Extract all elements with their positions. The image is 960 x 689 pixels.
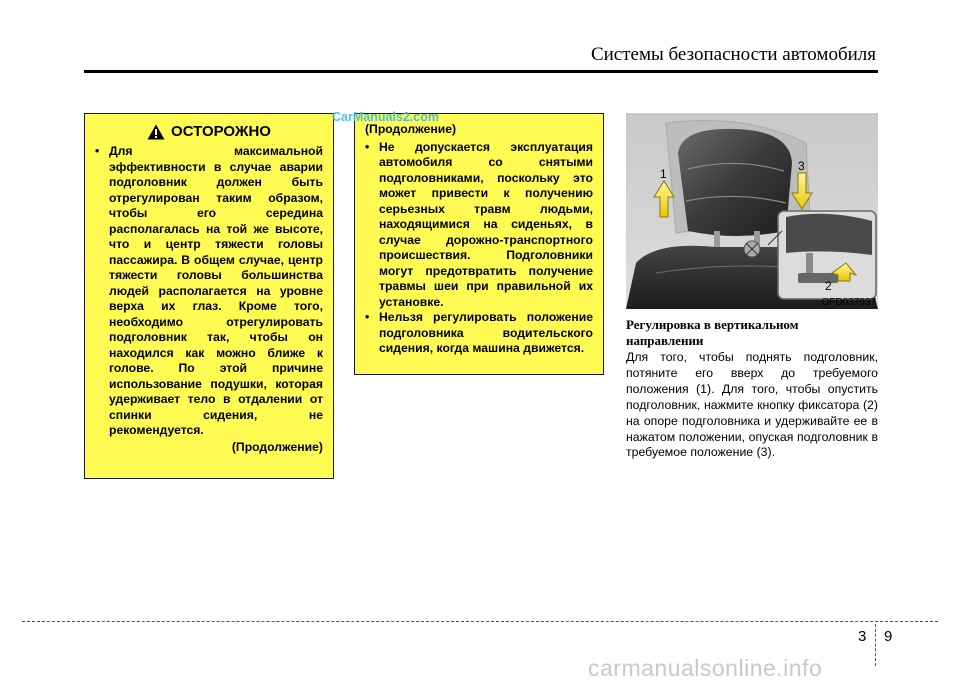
bullet-dot: • xyxy=(365,139,370,154)
callout-1: 1 xyxy=(660,167,667,181)
section-number: 3 xyxy=(858,628,867,645)
continued-bullet-text: Не допускается эксплуатация автомобиля со снятыми подголовниками, поскольку это может привести к получению серьезных травм людьми, находящимися на сиденьях, в случае дорожно-транспортного происшествия. Подголовники могут предотвратить получение травмы шеи при правильной их установке. xyxy=(379,139,593,309)
continued-bullet-2 xyxy=(365,310,593,357)
site-watermark: carmanualsonline.info xyxy=(588,655,823,681)
continued-bullet-1 xyxy=(365,140,593,311)
continued-box xyxy=(354,113,604,375)
warning-box xyxy=(84,113,334,479)
bullet-dot: • xyxy=(95,144,100,158)
figure-caption: Регулировка в вертикальном направлении xyxy=(626,317,799,348)
page-header-title: Системы безопасности автомобиля xyxy=(590,44,876,65)
page-number: 9 xyxy=(884,628,893,645)
figure-code: OFD037037 xyxy=(821,297,876,308)
warning-bullet xyxy=(95,144,323,439)
footer-divider xyxy=(22,621,938,622)
headrest-illustration xyxy=(626,113,878,309)
body-paragraph: Для того, чтобы поднять подголовник, потяните его вверх до требуемого положения (1). Для того, чтобы опустить подголовник, нажмите кнопку фиксатора (2) на опоре подголовника и удерживайте ее в нажатом положении, опуская подголовник в требуемое положение (3). xyxy=(626,350,878,460)
warning-title: ОСТОРОЖНО xyxy=(171,123,271,141)
warning-bullet-text: Для максимальной эффективности в случае аварии подголовник должен быть отрегулирован таким образом, чтобы его середина располагалась на той же высоте, что и центр тяжести головы пассажира. В общем случае, центр тяжести головы большинства людей располагается на уровне верха их глаз. Кроме того, необходимо отрегулировать подголовник так, чтобы он находился как можно ближе к голове. По этой причине использование подушки, которая удерживает тело в отдалении от спинки сидения, не рекомендуется. xyxy=(109,144,323,437)
continued-label: (Продолжение) xyxy=(231,439,323,454)
continued-bullet-text: Нельзя регулировать положение подголовника водительского сидения, когда машина движется. xyxy=(379,310,593,355)
headrest-figure xyxy=(626,113,878,309)
callout-2: 2 xyxy=(825,279,832,293)
page-number-divider xyxy=(875,624,876,666)
carmanuals-watermark: CarManuals2.com xyxy=(332,110,439,124)
bullet-dot: • xyxy=(365,310,370,324)
callout-3: 3 xyxy=(798,159,805,173)
header-rule xyxy=(84,70,878,73)
continued-header: (Продолжение) xyxy=(365,122,457,136)
warning-triangle-icon xyxy=(147,124,165,140)
warning-heading xyxy=(95,124,323,140)
